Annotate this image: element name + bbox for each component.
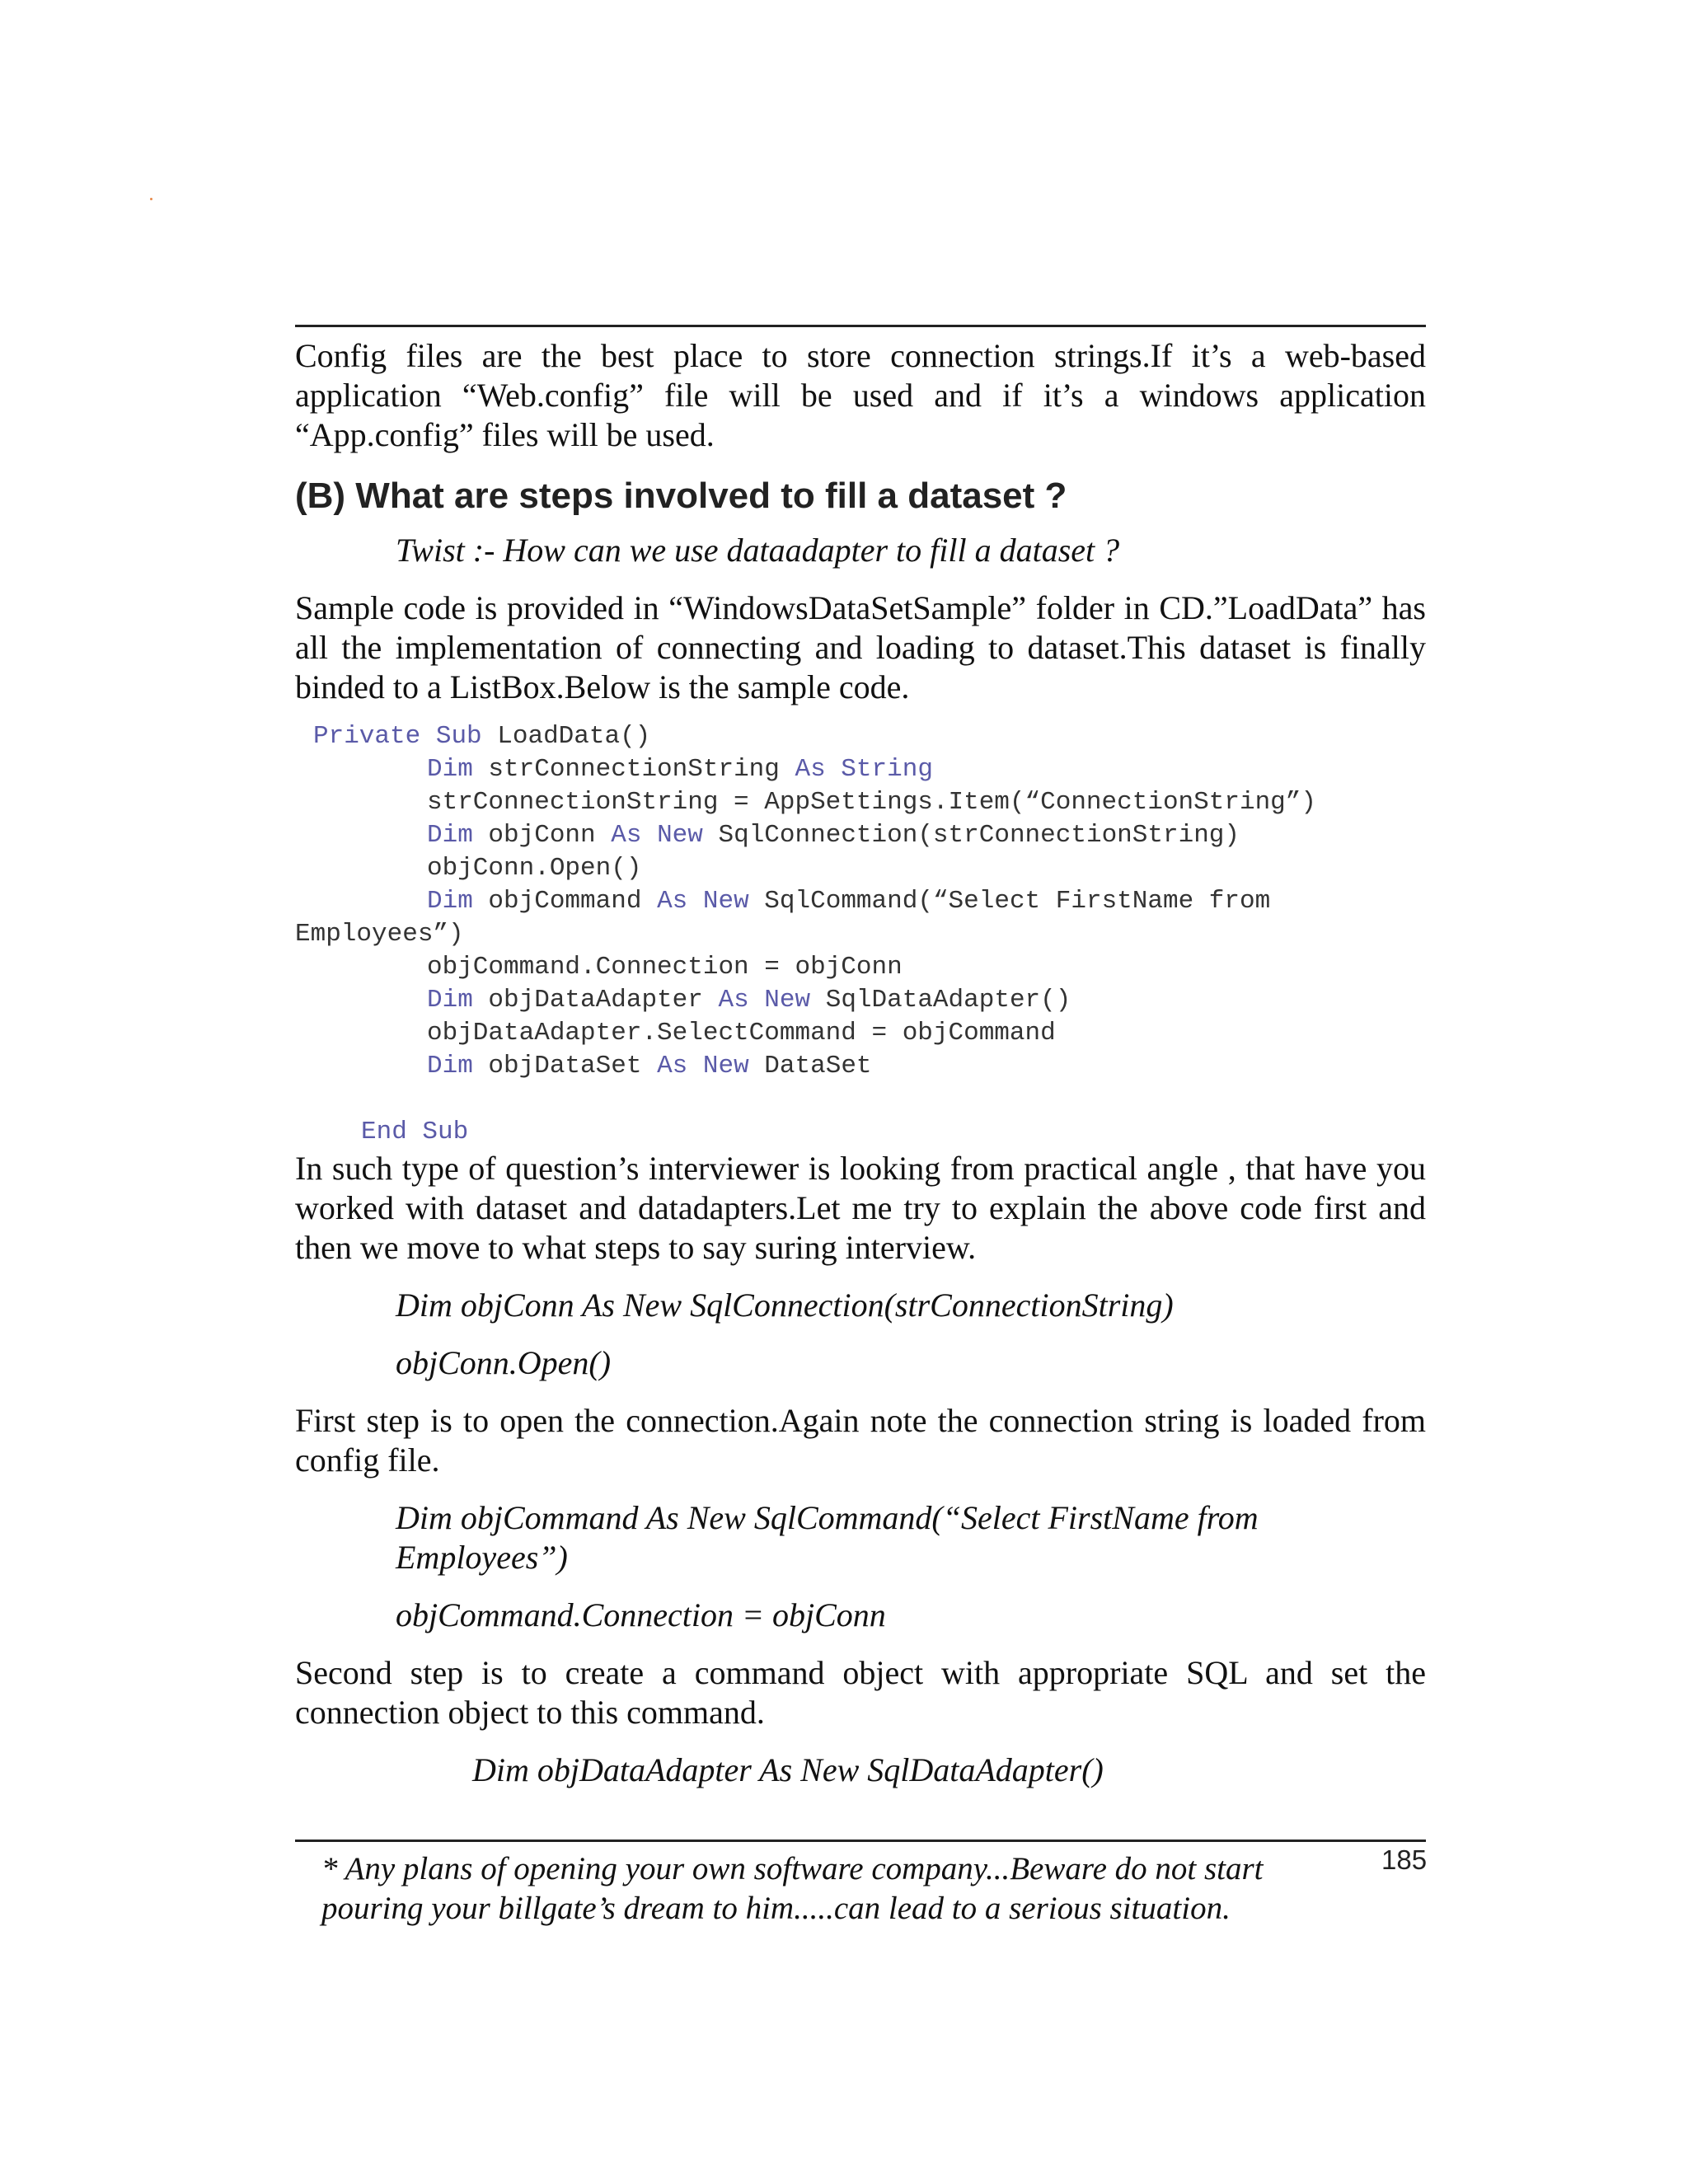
- code-line-6: Dim objCommand As New SqlCommand(“Select FirstName from: [427, 887, 1271, 916]
- page-content: [295, 336, 1426, 1790]
- intro-paragraph: Config files are the best place to store connection strings.If it’s a web-based application “Web.config” file will be used and if it’s a windows application “App.config” files will be used.: [295, 337, 1426, 453]
- step1-code-b: objConn.Open(): [396, 1344, 612, 1381]
- code-line-4: Dim objConn As New SqlConnection(strConnectionString): [427, 821, 1240, 850]
- section-heading: (B) What are steps involved to fill a dataset ?: [295, 476, 1067, 516]
- step1-code-a: Dim objConn As New SqlConnection(strConnectionString): [396, 1286, 1174, 1324]
- sample-paragraph: Sample code is provided in “WindowsDataSetSample” folder in CD.”LoadData” has all the implementation of connecting and loading to dataset.This dataset is finally binded to a ListBox.Below is the sample code.: [295, 589, 1426, 705]
- step3-code-a: Dim objDataAdapter As New SqlDataAdapter(): [472, 1751, 1104, 1788]
- step1-paragraph: First step is to open the connection.Again note the connection string is loaded from config file.: [295, 1402, 1426, 1479]
- code-line-2: Dim strConnectionString As String: [427, 755, 933, 784]
- explain-paragraph: In such type of question’s interviewer is looking from practical angle , that have you worked with dataset and datadapters.Let me try to explain the above code first and then we move to what steps to say suring interview.: [295, 1150, 1426, 1266]
- code-line-3: strConnectionString = AppSettings.Item(“ConnectionString”): [427, 788, 1316, 817]
- step2-code-b: objCommand.Connection = objConn: [396, 1596, 886, 1633]
- code-line-10: objDataAdapter.SelectCommand = objCommand: [427, 1019, 1056, 1047]
- footer-rule: [295, 1840, 1426, 1842]
- step2-code-a: Dim objCommand As New SqlCommand(“Select FirstName from Employees”): [396, 1499, 1259, 1576]
- twist-line: Twist :- How can we use dataadapter to fill a dataset ?: [396, 532, 1120, 569]
- footnote: * Any plans of opening your own software company...Beware do not start pouring your billgate’s dream to him.....can lead to a serious situation.: [321, 1851, 1264, 1926]
- code-line-5: objConn.Open(): [427, 854, 642, 883]
- step2-paragraph: Second step is to create a command object with appropriate SQL and set the connection object to this command.: [295, 1654, 1426, 1731]
- code-line-11: Dim objDataSet As New DataSet: [427, 1052, 872, 1080]
- code-line-1: Private Sub LoadData(): [313, 722, 651, 751]
- code-line-8: objCommand.Connection = objConn: [427, 953, 903, 982]
- stray-dot: [150, 198, 152, 200]
- code-line-7: Employees”): [295, 920, 464, 949]
- page-number: 185: [1381, 1844, 1428, 1875]
- top-rule: [295, 325, 1426, 327]
- code-block: [295, 720, 1426, 1149]
- code-line-9: Dim objDataAdapter As New SqlDataAdapter(): [427, 986, 1071, 1015]
- code-line-12: End Sub: [361, 1118, 469, 1146]
